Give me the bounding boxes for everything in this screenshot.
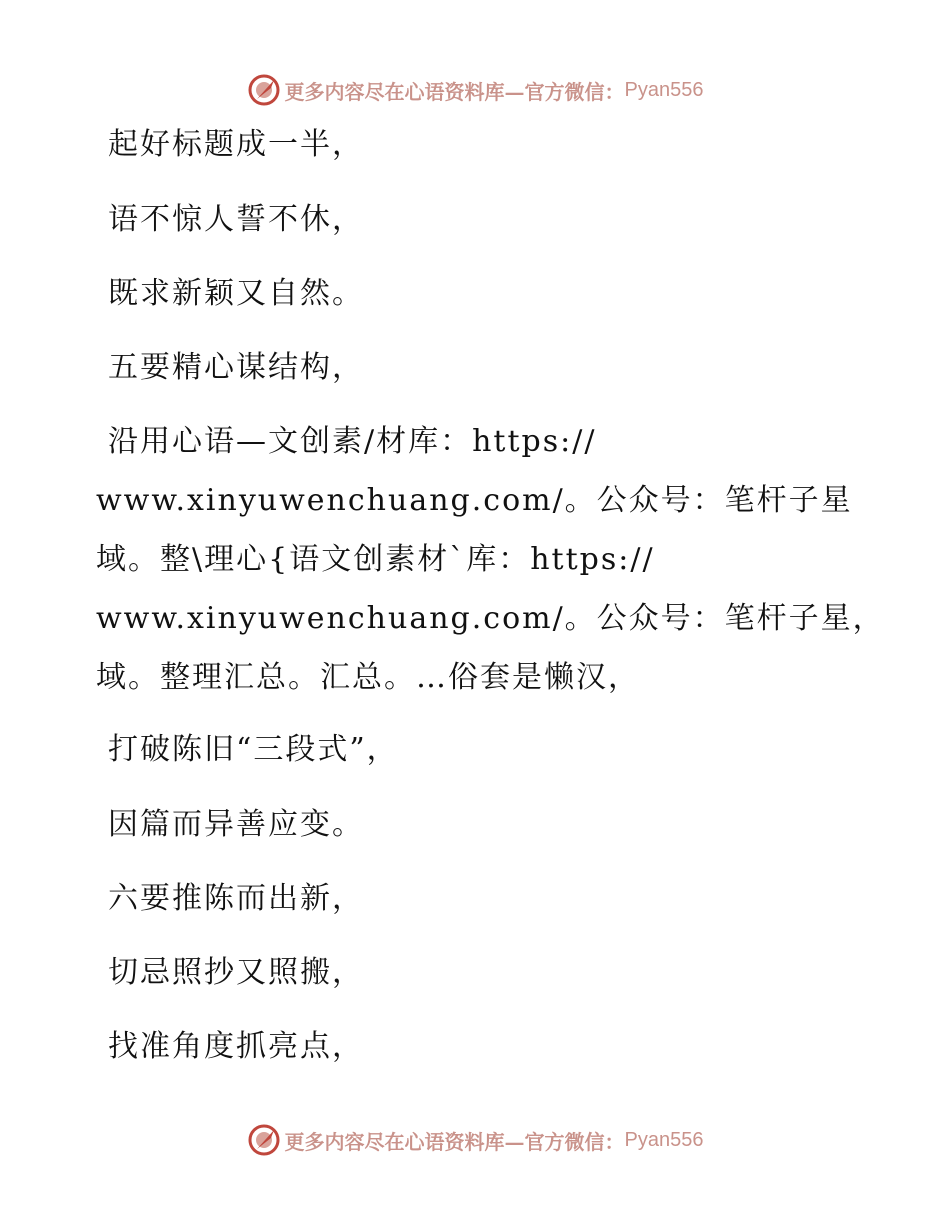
text-line-10: 打破陈旧“三段式”，	[108, 732, 399, 767]
quill-logo-icon	[247, 73, 281, 107]
header-text: 更多内容尽在心语资料库—官方微信：	[284, 79, 625, 104]
text-line-6: www.xinyuwenchuang.com/。公众号：笔杆子星	[96, 483, 853, 518]
text-line-4: 五要精心谋结构，	[108, 350, 364, 385]
text-line-2: 语不惊人誓不休，	[108, 202, 364, 237]
header-wechat-id: Pyan556	[624, 78, 704, 101]
footer-wechat-id: Pyan556	[624, 1128, 704, 1151]
text-line-7: 域。整\理心{语文创素材`库：https://	[96, 542, 655, 577]
footer-banner	[0, 1120, 950, 1160]
text-line-8: www.xinyuwenchuang.com/。公众号：笔杆子星，	[96, 601, 885, 636]
text-line-9: 域。整理汇总。汇总。…俗套是懒汉，	[96, 660, 640, 695]
text-line-5: 沿用心语—文创素/材库：https://	[108, 424, 597, 459]
text-line-1: 起好标题成一半，	[108, 127, 364, 162]
header-banner	[0, 70, 950, 110]
footer-text: 更多内容尽在心语资料库—官方微信：	[284, 1129, 625, 1154]
text-line-14: 找准角度抓亮点，	[108, 1029, 364, 1064]
text-line-13: 切忌照抄又照搬，	[108, 955, 364, 990]
quill-logo-icon	[247, 1123, 281, 1157]
text-line-3: 既求新颖又自然。	[108, 276, 364, 311]
text-line-11: 因篇而异善应变。	[108, 807, 364, 842]
text-line-12: 六要推陈而出新，	[108, 881, 364, 916]
